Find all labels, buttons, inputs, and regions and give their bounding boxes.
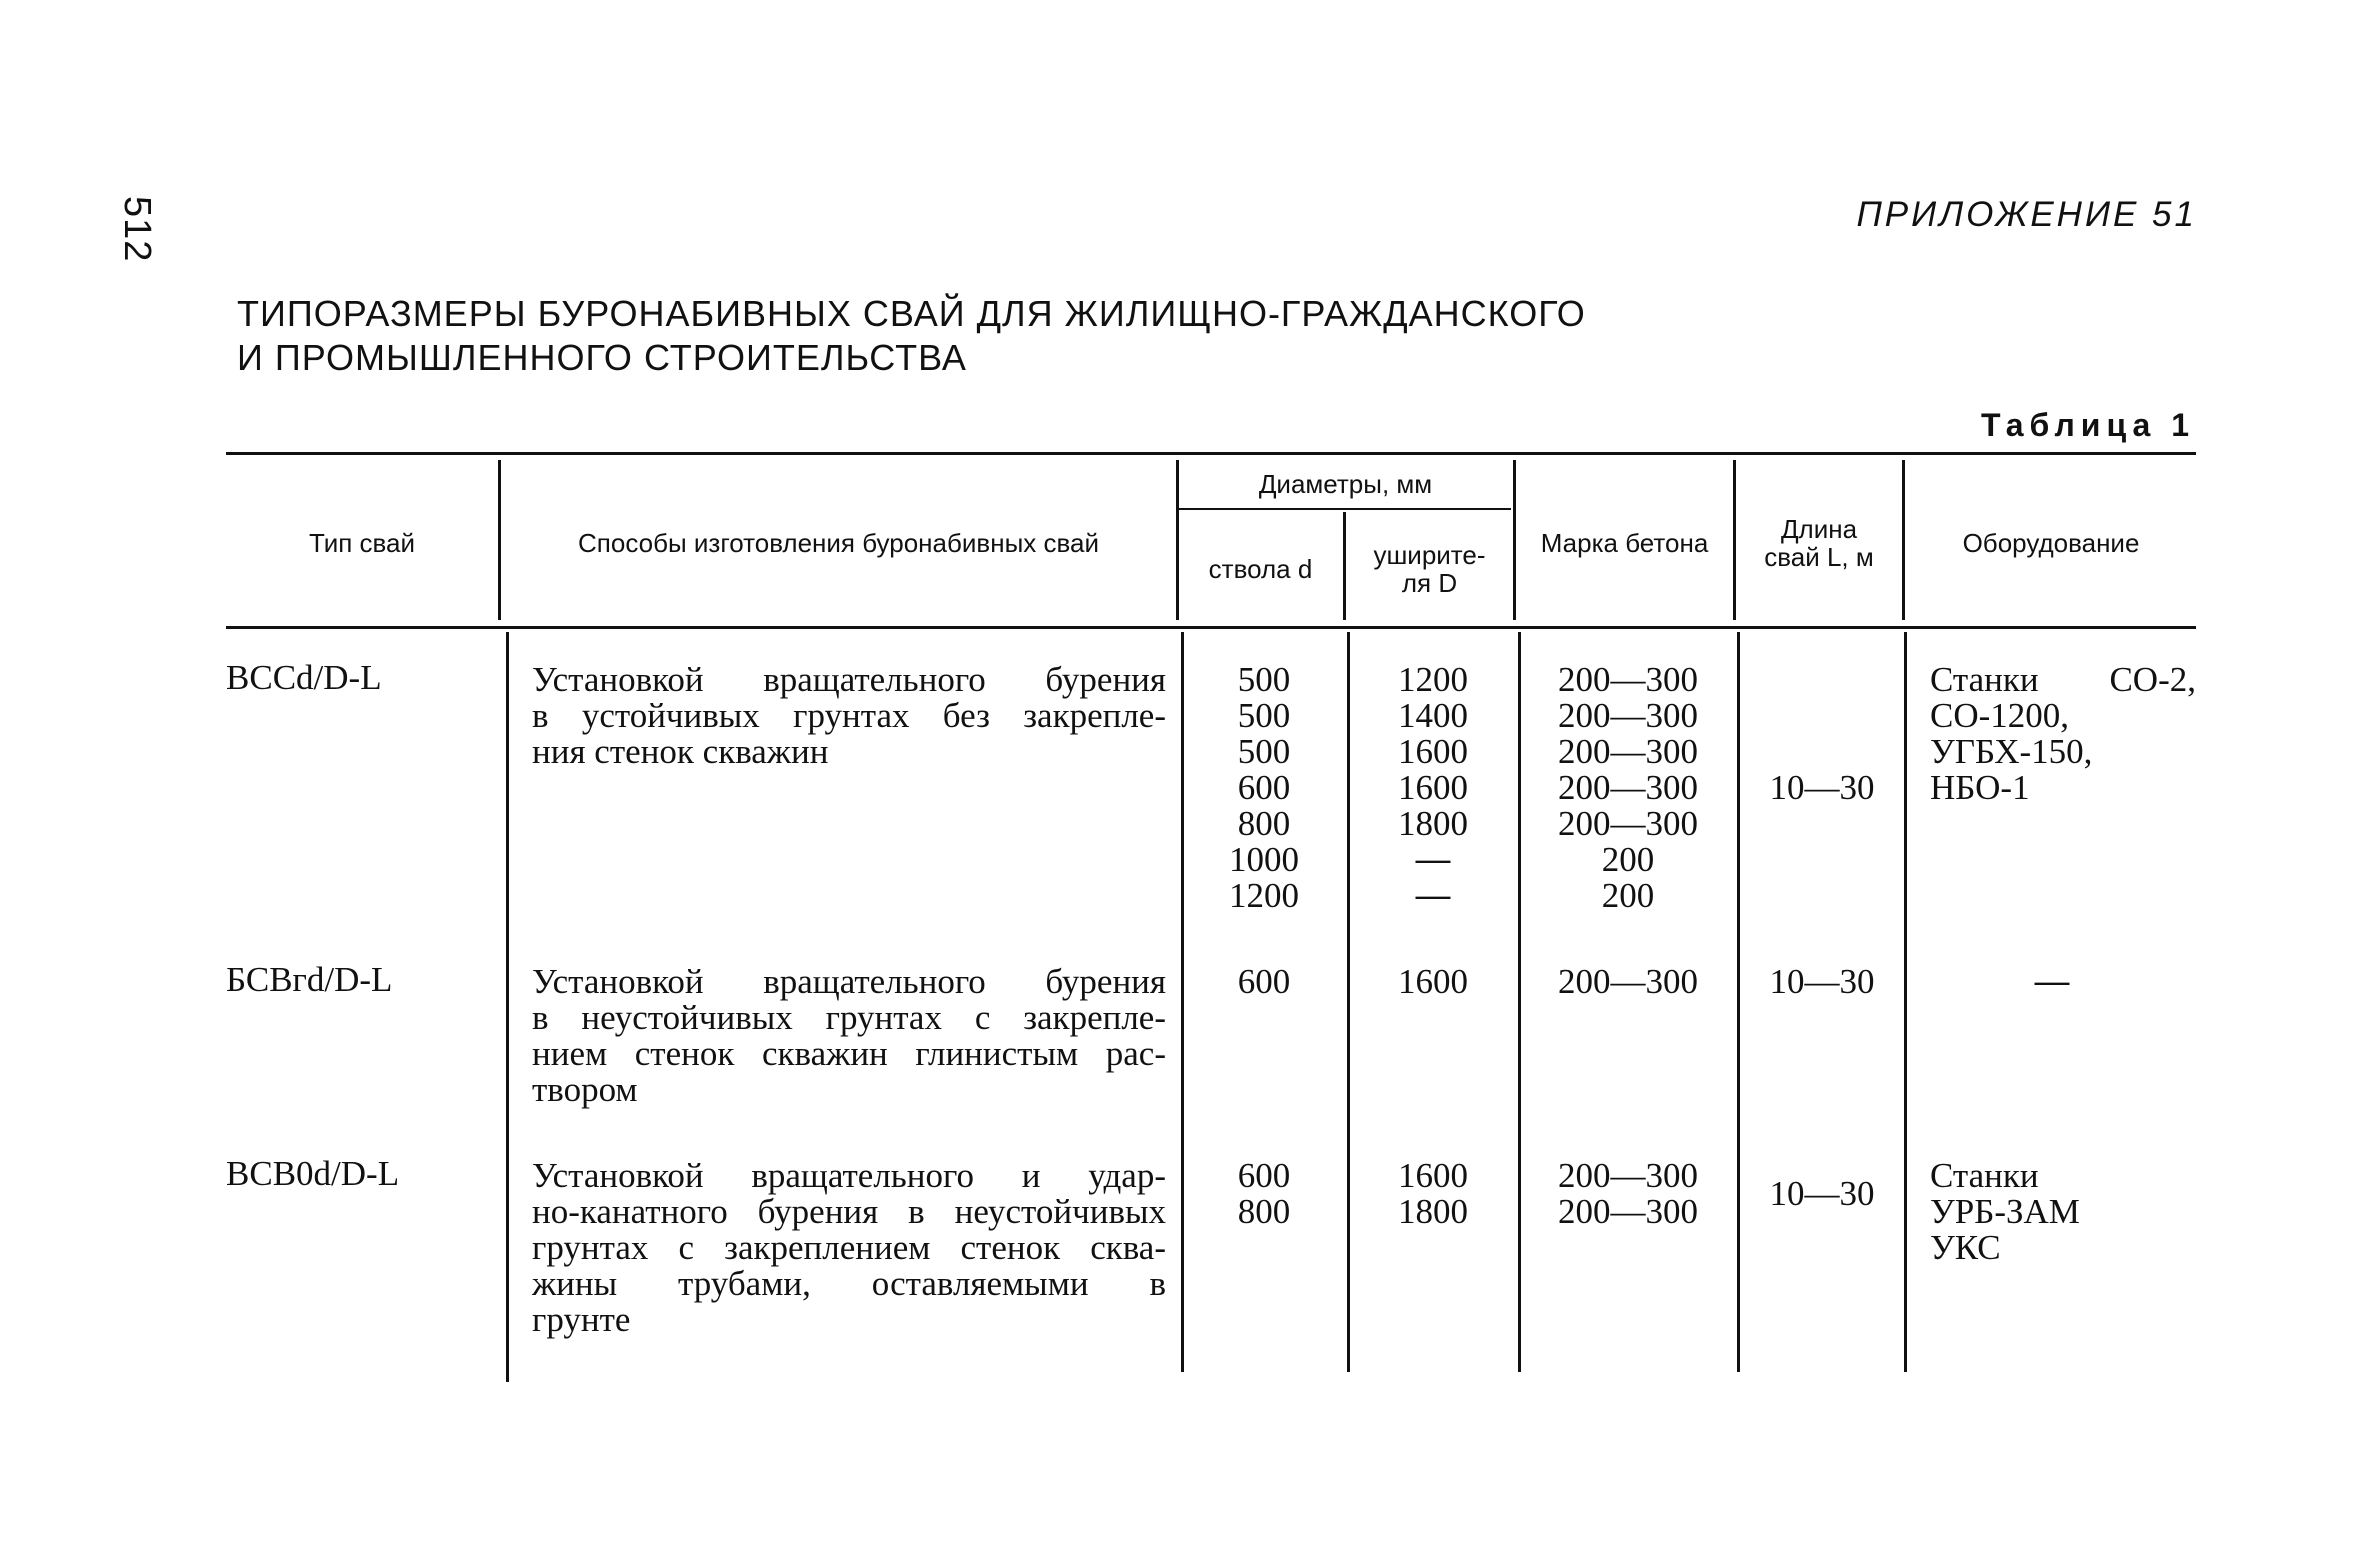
header-diameters: Диаметры, мм (1258, 469, 1433, 499)
row-1-concrete-value: 200 (1601, 876, 1655, 915)
row-2-type: БСВгd/D-L (226, 960, 393, 999)
row-3-method-line: жины трубами, оставляемыми в (532, 1264, 1166, 1303)
column-divider-5-body (1737, 632, 1740, 1372)
row-2-length: 10—30 (1769, 962, 1875, 1001)
row-2-method-line: нием стенок скважин глинистым рас- (532, 1034, 1166, 1073)
header-method: Способы изготовления буронабивных свай (578, 528, 1099, 558)
appendix-label: ПРИЛОЖЕНИЕ 51 (1856, 195, 2197, 234)
row-1-shaft (1184, 662, 1344, 914)
row-3-widener (1350, 1158, 1516, 1230)
row-1-concrete-value: 200 (1601, 840, 1655, 879)
diameters-subrule (1178, 508, 1511, 510)
row-2-equipment (1908, 964, 2196, 1000)
row-1-equipment-line: УГБХ-150, (1930, 732, 2093, 771)
row-2-equipment-line: — (2034, 962, 2070, 1001)
title-line-2: И ПРОМЫШЛЕННОГО СТРОИТЕЛЬСТВА (237, 337, 967, 378)
row-1-equipment-line: НБО-1 (1930, 768, 2030, 807)
row-1-type: ВСCd/D-L (226, 658, 382, 697)
row-1-method-line: Установкой вращательного бурения (532, 660, 1166, 699)
row-3-shaft (1184, 1158, 1344, 1230)
row-1-widener-value: — (1415, 840, 1451, 879)
row-2-method-line: Установкой вращательного бурения (532, 962, 1166, 1001)
row-3-method-line: Установкой вращательного и удар- (532, 1156, 1166, 1195)
row-3-equipment-line: Станки (1930, 1156, 2039, 1195)
row-3-concrete-value: 200—300 (1558, 1192, 1698, 1231)
row-1-widener-value: 1800 (1398, 804, 1468, 843)
row-1-concrete-value: 200—300 (1558, 804, 1698, 843)
row-1-shaft-value: 1000 (1229, 840, 1299, 879)
pile-sizes-table (226, 452, 2196, 1382)
row-1-shaft-value: 800 (1237, 804, 1291, 843)
row-1-shaft-value: 1200 (1229, 876, 1299, 915)
row-2-concrete-value: 200—300 (1558, 962, 1698, 1001)
row-1-method (532, 662, 1166, 770)
header-bottom-rule (226, 626, 2196, 629)
document-title (237, 292, 1586, 380)
row-3-equipment-line: УРБ-ЗАМ (1930, 1192, 2080, 1231)
column-divider-6-body (1904, 632, 1907, 1372)
row-3-length: 10—30 (1769, 1174, 1875, 1213)
row-2-shaft (1184, 964, 1344, 1000)
row-2-method-line: твором (532, 1070, 638, 1109)
row-1-widener-value: — (1415, 876, 1451, 915)
row-3-widener-value: 1800 (1398, 1192, 1468, 1231)
header-widener-line-2: ля D (1401, 568, 1458, 598)
row-2-widener (1350, 964, 1516, 1000)
row-1-widener-value: 1200 (1398, 660, 1468, 699)
header-length-line-1: Длина (1780, 514, 1858, 544)
row-1-widener-value: 1400 (1398, 696, 1468, 735)
page-number: 512 (116, 196, 158, 263)
row-3-method-line: но-канатного бурения в неустойчивых (532, 1192, 1166, 1231)
row-3-method-line: грунтах с закреплением стенок сква- (532, 1228, 1166, 1267)
row-1-shaft-value: 600 (1237, 768, 1291, 807)
row-1-shaft-value: 500 (1237, 732, 1291, 771)
row-2-shaft-value: 600 (1237, 962, 1291, 1001)
header-equipment: Оборудование (1962, 528, 2140, 558)
header-widener (1346, 512, 1513, 626)
header-shaft: ствола d (1208, 554, 1313, 584)
column-divider-1-body (506, 632, 509, 1382)
column-divider-6 (1902, 460, 1905, 620)
row-1-equipment (1930, 662, 2196, 806)
row-2-method-line: в неустойчивых грунтах с закрепле- (532, 998, 1166, 1037)
header-type: Тип свай (308, 528, 416, 558)
row-3-concrete (1521, 1158, 1735, 1230)
header-widener-line-1: уширите- (1373, 540, 1486, 570)
header-concrete: Марка бетона (1540, 528, 1709, 558)
row-1-concrete-value: 200—300 (1558, 696, 1698, 735)
title-line-1: ТИПОРАЗМЕРЫ БУРОНАБИВНЫХ СВАЙ ДЛЯ ЖИЛИЩНО-ГРАЖДАНСКОГО (237, 293, 1586, 334)
row-3-shaft-value: 600 (1237, 1156, 1291, 1195)
row-1-equipment-line: Станки СО-2, (1930, 660, 2196, 699)
row-2-concrete (1521, 964, 1735, 1000)
header-length-line-2: свай L, м (1764, 542, 1874, 572)
row-1-widener-value: 1600 (1398, 768, 1468, 807)
row-3-equipment-line: УКС (1930, 1228, 2001, 1267)
row-1-shaft-value: 500 (1237, 660, 1291, 699)
table-top-rule (226, 452, 2196, 455)
row-3-equipment (1930, 1158, 2196, 1266)
row-3-method (532, 1158, 1166, 1338)
row-1-concrete-value: 200—300 (1558, 660, 1698, 699)
row-1-concrete-value: 200—300 (1558, 732, 1698, 771)
row-1-length: 10—30 (1769, 768, 1875, 807)
row-1-widener (1350, 662, 1516, 914)
row-3-type: ВСВ0d/D-L (226, 1154, 400, 1193)
row-3-concrete-value: 200—300 (1558, 1156, 1698, 1195)
header-length (1736, 460, 1902, 626)
row-1-method-line: в устойчивых грунтах без закрепле- (532, 696, 1166, 735)
row-2-method (532, 964, 1166, 1108)
row-1-concrete (1521, 662, 1735, 914)
row-3-shaft-value: 800 (1237, 1192, 1291, 1231)
row-1-concrete-value: 200—300 (1558, 768, 1698, 807)
row-3-method-line: грунте (532, 1300, 631, 1339)
row-3-widener-value: 1600 (1398, 1156, 1468, 1195)
row-2-widener-value: 1600 (1398, 962, 1468, 1001)
table-label: Таблица 1 (1980, 407, 2195, 443)
row-1-widener-value: 1600 (1398, 732, 1468, 771)
row-1-equipment-line: СО-1200, (1930, 696, 2070, 735)
row-1-shaft-value: 500 (1237, 696, 1291, 735)
row-1-method-line: ния стенок скважин (532, 732, 829, 771)
